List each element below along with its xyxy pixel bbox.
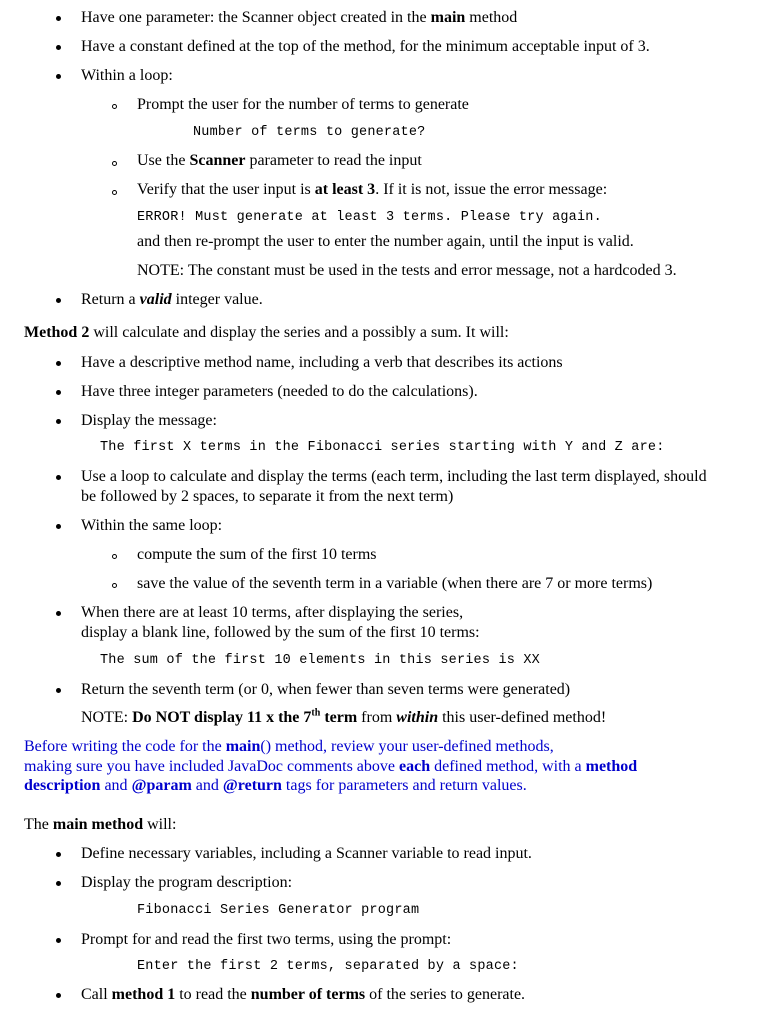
section-intro: Method 2 will calculate and display the series and a possibly a sum. It will: bbox=[24, 324, 509, 341]
sub-list-item: Verify that the user input is at least 3. If it is not, issue the error message: bbox=[137, 181, 608, 198]
reminder-line: description and @param and @return tags for parameters and return values. bbox=[24, 777, 527, 794]
code-line: Enter the first 2 terms, separated by a space: bbox=[137, 959, 519, 974]
note-line: NOTE: Do NOT display 11 x the 7th term from within this user-defined method! bbox=[81, 707, 607, 726]
note-line: NOTE: The constant must be used in the tests and error message, not a hardcoded 3. bbox=[137, 262, 677, 279]
sub-bullet-circle bbox=[112, 583, 117, 588]
bullet-dot bbox=[56, 524, 61, 529]
list-item: Return a valid integer value. bbox=[81, 291, 263, 308]
bullet-dot bbox=[56, 688, 61, 693]
bullet-dot bbox=[56, 361, 61, 366]
sub-list-item: save the value of the seventh term in a variable (when there are 7 or more terms) bbox=[137, 575, 653, 592]
list-item-continuation: be followed by 2 spaces, to separate it from the next term) bbox=[81, 488, 454, 505]
bullet-dot bbox=[56, 852, 61, 857]
bullet-dot bbox=[56, 45, 61, 50]
reminder-line: making sure you have included JavaDoc comments above each defined method, with a method bbox=[24, 758, 638, 775]
list-item: Have a descriptive method name, including a verb that describes its actions bbox=[81, 354, 563, 371]
list-item: Define necessary variables, including a Scanner variable to read input. bbox=[81, 845, 532, 862]
list-item: Use a loop to calculate and display the terms (each term, including the last term displayed, should bbox=[81, 468, 707, 485]
list-item: Call method 1 to read the number of terms of the series to generate. bbox=[81, 986, 526, 1003]
section-intro: The main method will: bbox=[24, 816, 177, 833]
list-item: Within the same loop: bbox=[81, 517, 223, 534]
code-line: Number of terms to generate? bbox=[193, 125, 426, 140]
code-line: ERROR! Must generate at least 3 terms. Please try again. bbox=[137, 210, 602, 225]
sub-bullet-circle bbox=[112, 161, 117, 166]
list-item: Have three integer parameters (needed to do the calculations). bbox=[81, 383, 478, 400]
bullet-dot bbox=[56, 298, 61, 303]
bullet-dot bbox=[56, 74, 61, 79]
sub-bullet-circle bbox=[112, 554, 117, 559]
list-item: Within a loop: bbox=[81, 67, 173, 84]
code-line: The first X terms in the Fibonacci series starting with Y and Z are: bbox=[100, 440, 665, 455]
code-line: Fibonacci Series Generator program bbox=[137, 903, 420, 918]
list-item: Have one parameter: the Scanner object created in the main method bbox=[81, 9, 518, 26]
reminder-line: Before writing the code for the main() method, review your user-defined methods, bbox=[24, 738, 554, 755]
sub-bullet-circle bbox=[112, 104, 117, 109]
list-item: Have a constant defined at the top of the method, for the minimum acceptable input of 3. bbox=[81, 38, 650, 55]
list-item-continuation: display a blank line, followed by the sum of the first 10 terms: bbox=[81, 624, 480, 641]
bullet-dot bbox=[56, 16, 61, 21]
bullet-dot bbox=[56, 881, 61, 886]
bullet-dot bbox=[56, 475, 61, 480]
bullet-dot bbox=[56, 419, 61, 424]
paragraph-line: and then re-prompt the user to enter the number again, until the input is valid. bbox=[137, 233, 634, 250]
sub-list-item: Prompt the user for the number of terms to generate bbox=[137, 96, 469, 113]
sub-list-item: compute the sum of the first 10 terms bbox=[137, 546, 377, 563]
code-line: The sum of the first 10 elements in this series is XX bbox=[100, 653, 540, 668]
list-item: Display the message: bbox=[81, 412, 217, 429]
bullet-dot bbox=[56, 993, 61, 998]
bullet-dot bbox=[56, 611, 61, 616]
sub-bullet-circle bbox=[112, 190, 117, 195]
sub-list-item: Use the Scanner parameter to read the input bbox=[137, 152, 422, 169]
list-item: When there are at least 10 terms, after displaying the series, bbox=[81, 604, 464, 621]
list-item: Prompt for and read the first two terms, using the prompt: bbox=[81, 931, 452, 948]
bullet-dot bbox=[56, 938, 61, 943]
list-item: Display the program description: bbox=[81, 874, 293, 891]
list-item: Return the seventh term (or 0, when fewer than seven terms were generated) bbox=[81, 681, 571, 698]
bullet-dot bbox=[56, 390, 61, 395]
